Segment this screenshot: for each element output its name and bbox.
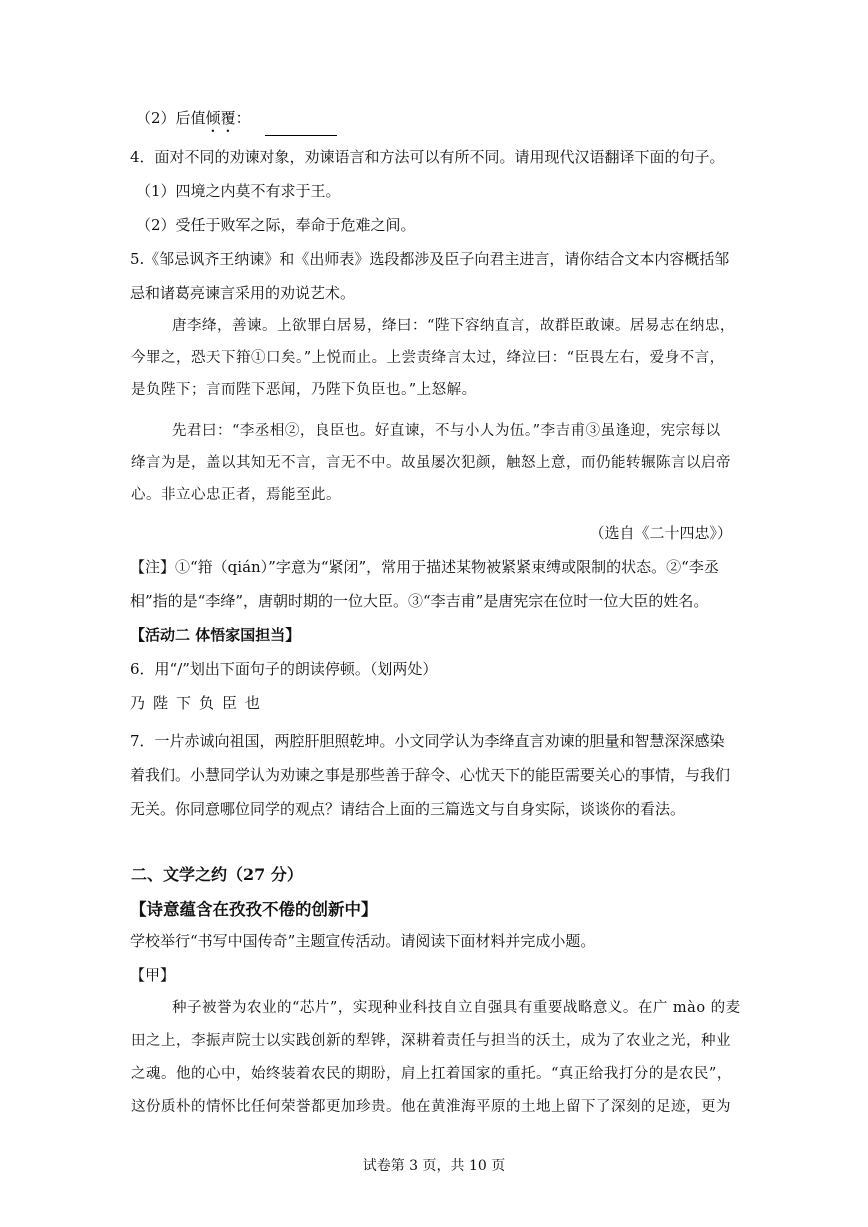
- passage-p2-line-3: 心。非立心忠正者，焉能至此。: [131, 487, 341, 503]
- activity-2-heading: 【活动二 体悟家国担当】: [130, 626, 301, 644]
- jia-text-line-3: 之魂。他的心中，始终装着农民的期盼，肩上扛着国家的重托。“真正给我打分的是农民”，: [131, 1066, 732, 1082]
- jia-text-line-4: 这份质朴的情怀比任何荣誉都更加珍贵。他在黄淮海平原的土地上留下了深刻的足迹，更为: [131, 1099, 731, 1115]
- q3-2-dotted-word: 倾覆: [205, 109, 236, 127]
- section-2-title: 二、文学之约（27 分）: [131, 865, 303, 884]
- q5-line-2: 忌和诸葛亮谏言采用的劝说艺术。: [130, 284, 356, 302]
- jia-text-line-1: 种子被誉为农业的“芯片”，实现种业科技自立自强具有重要战略意义。在广 mào 的麦: [172, 1000, 741, 1016]
- q3-2-suffix: ：: [235, 109, 251, 127]
- note-line-1: 【注】①“箝（qián）”字意为“紧闭”，常用于描述某物被紧紧束缚或限制的状态。②“李丞: [130, 558, 719, 576]
- passage-p1-line-3: 是负陛下；言而陛下恶闻，乃陛下负臣也。”上怒解。: [131, 382, 477, 398]
- q3-2-line: [136, 107, 337, 136]
- q7-line-3: 无关。你同意哪位同学的观点？请结合上面的三篇选文与自身实际，谈谈你的看法。: [130, 800, 686, 818]
- passage-p2-line-2: 绛言为是，盖以其知无不言，言无不中。故虽屡次犯颜，触怒上意，而仍能转辗陈言以启帝: [131, 455, 731, 471]
- note-line-2: 相”指的是“李绛”，唐朝时期的一位大臣。③“李吉甫”是唐宪宗在位时一位大臣的姓名。: [130, 592, 709, 610]
- jia-label: 【甲】: [130, 966, 176, 984]
- passage-p1-line-2: 今罪之，恐天下箝①口矣。”上悦而止。上尝责绛言太过，绛泣曰：“臣畏左右，爱身不言，: [131, 350, 725, 366]
- answer-blank[interactable]: [265, 121, 337, 136]
- q4-stem: 4．面对不同的劝谏对象，劝谏语言和方法可以有所不同。请用现代汉语翻译下面的句子。: [130, 148, 725, 166]
- passage-p2-line-1: 先君曰：“李丞相②，良臣也。好直谏，不与小人为伍。”李吉甫③虽逢迎，宪宗每以: [172, 423, 721, 439]
- q5-line-1: 5.《邹忌讽齐王纳谏》和《出师表》选段都涉及臣子向君主进言，请你结合文本内容概括邹: [130, 250, 730, 268]
- q6-stem: 6．用“/”划出下面句子的朗读停顿。（划两处）: [130, 660, 438, 678]
- passage-source: （选自《二十四忠》）: [589, 524, 732, 542]
- q4-sentence-1: （1）四境之内莫不有求于王。: [136, 182, 341, 200]
- q4-sentence-2: （2）受任于败军之际，奉命于危难之间。: [136, 216, 416, 234]
- intro-line: 学校举行“书写中国传奇”主题宣传活动。请阅读下面材料并完成小题。: [130, 932, 596, 950]
- page-footer: 试卷第 3 页，共 10 页: [362, 1158, 506, 1174]
- q7-line-1: 7．一片赤诚向祖国，两腔肝胆照乾坤。小文同学认为李绛直言劝谏的胆量和智慧深深感染: [130, 732, 725, 750]
- q6-sentence: 乃陛下负臣也: [130, 694, 269, 712]
- jia-text-line-2: 田之上，李振声院士以实践创新的犁铧，深耕着责任与担当的沃土，成为了农业之光，种业: [131, 1033, 731, 1049]
- q7-line-2: 着我们。小慧同学认为劝谏之事是那些善于辞令、心忧天下的能臣需要关心的事情，与我们: [130, 766, 731, 784]
- q3-2-prefix: （2）后值: [136, 109, 206, 127]
- section-2-subtitle: 【诗意蕴含在孜孜不倦的创新中】: [130, 900, 378, 919]
- passage-p1-line-1: 唐李绛，善谏。上欲罪白居易，绛曰：“陛下容纳直言，故群臣敢谏。居易志在纳忠，: [172, 318, 735, 334]
